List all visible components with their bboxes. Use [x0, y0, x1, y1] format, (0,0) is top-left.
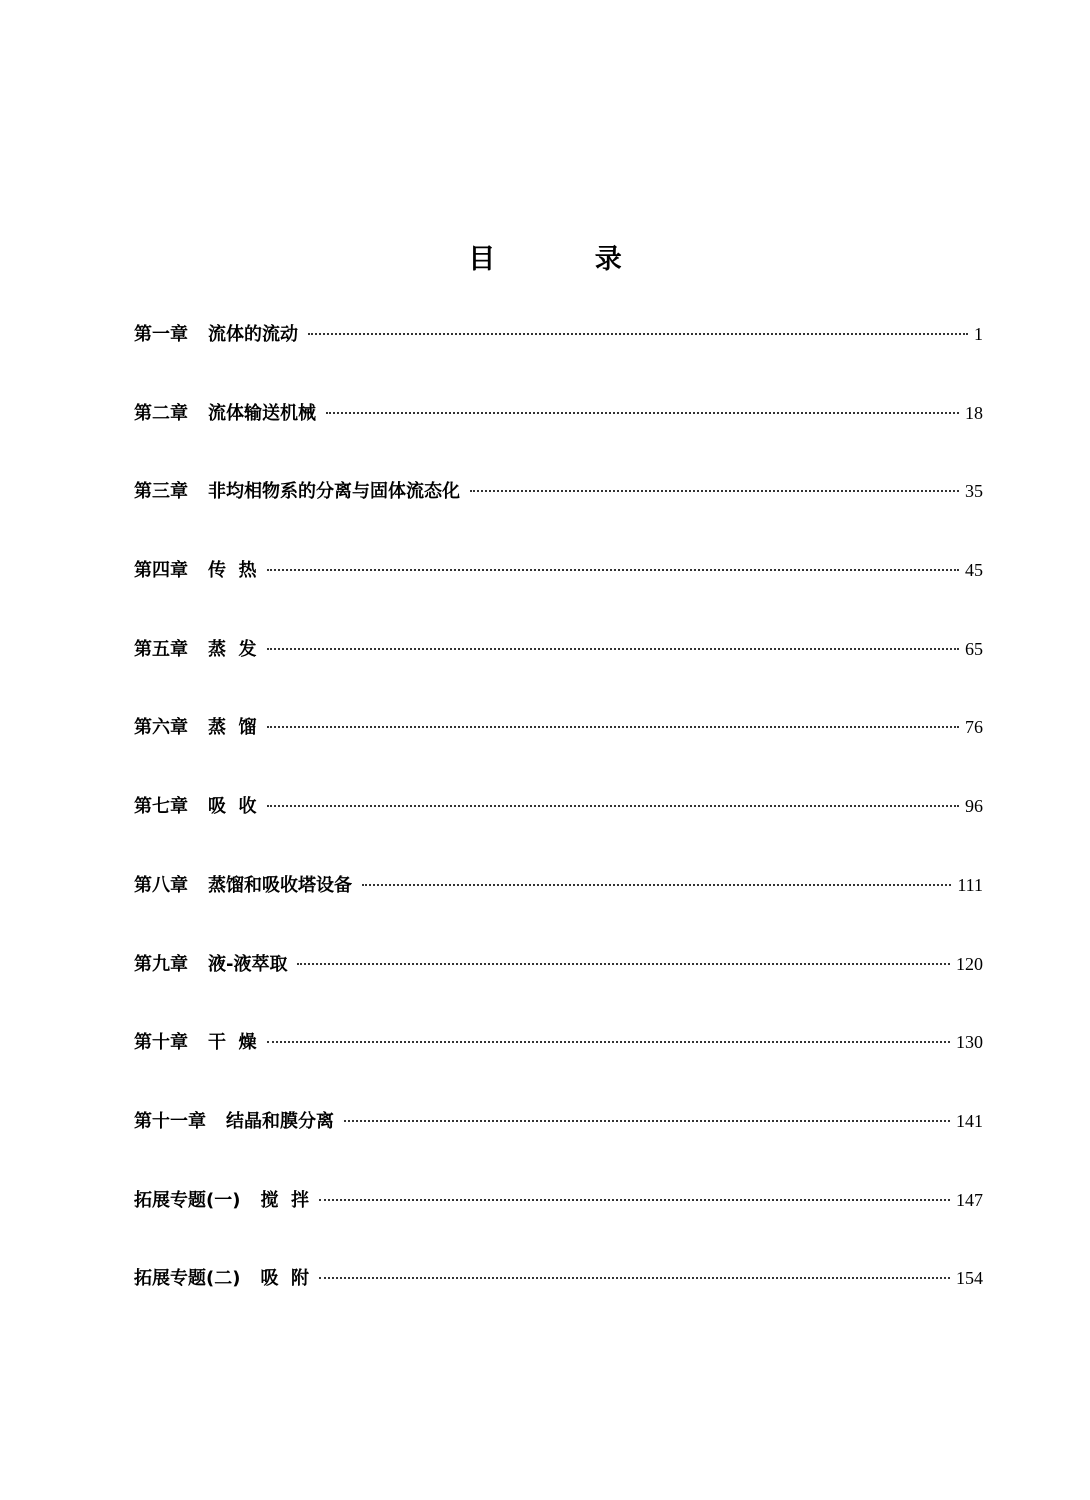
dot-leader: [319, 1199, 950, 1201]
chapter-name: 吸 收: [208, 796, 257, 818]
chapter-name: 吸 附: [260, 1268, 309, 1290]
chapter-label: 第八章: [134, 874, 188, 896]
chapter-label: 拓展专题(二): [134, 1268, 241, 1290]
chapter-name: 结晶和膜分离: [226, 1110, 334, 1132]
dot-leader: [267, 1041, 950, 1043]
toc-entry[interactable]: [134, 314, 983, 393]
toc-entry[interactable]: [134, 1022, 983, 1101]
chapter-name: 干 燥: [208, 1032, 257, 1054]
chapter-label: 拓展专题(一): [134, 1189, 241, 1211]
page-number: 141: [956, 1110, 983, 1131]
chapter-name: 搅 拌: [260, 1189, 309, 1211]
chapter-name: 传 热: [208, 560, 257, 582]
chapter-name: 液-液萃取: [208, 953, 288, 975]
dot-leader: [297, 963, 950, 965]
chapter-name: 流体的流动: [208, 324, 298, 345]
dot-leader: [308, 333, 968, 335]
chapter-label: 第一章: [134, 324, 188, 345]
chapter-label: 第七章: [134, 796, 188, 818]
toc-entry[interactable]: [134, 1180, 983, 1259]
dot-leader: [319, 1277, 950, 1279]
toc-entry[interactable]: [134, 471, 983, 550]
chapter-label: 第五章: [134, 638, 188, 660]
chapter-label: 第二章: [134, 402, 188, 424]
chapter-label: 第十章: [134, 1032, 188, 1054]
toc-entry[interactable]: [134, 944, 983, 1023]
chapter-label: 第九章: [134, 953, 188, 975]
page-number: 120: [956, 953, 983, 974]
chapter-name: 蒸 馏: [208, 717, 257, 739]
page-number: 65: [965, 638, 983, 659]
chapter-name: 流体输送机械: [208, 402, 316, 424]
toc-entry[interactable]: [134, 393, 983, 472]
chapter-label: 第四章: [134, 560, 188, 582]
toc-entry[interactable]: [134, 707, 983, 786]
chapter-name: 蒸 发: [208, 638, 257, 660]
dot-leader: [344, 1120, 950, 1122]
toc-list: [134, 314, 983, 1337]
toc-entry[interactable]: [134, 786, 983, 865]
chapter-label: 第六章: [134, 717, 188, 739]
dot-leader: [326, 412, 959, 414]
page-number: 18: [965, 402, 983, 423]
chapter-label: 第三章: [134, 481, 188, 503]
toc-entry[interactable]: [134, 1101, 983, 1180]
page-number: 111: [957, 874, 983, 895]
chapter-name: 非均相物系的分离与固体流态化: [208, 481, 460, 503]
dot-leader: [267, 726, 959, 728]
dot-leader: [470, 490, 959, 492]
page-number: 147: [956, 1189, 983, 1210]
toc-entry[interactable]: [134, 550, 983, 629]
dot-leader: [362, 884, 951, 886]
page-number: 45: [965, 560, 983, 581]
toc-title: 目 录: [468, 244, 667, 275]
page-number: 35: [965, 481, 983, 502]
dot-leader: [267, 569, 959, 571]
toc-entry[interactable]: [134, 865, 983, 944]
page-number: 1: [974, 324, 983, 344]
toc-entry[interactable]: [134, 629, 983, 708]
page-number: 96: [965, 796, 983, 817]
page-number: 154: [956, 1268, 983, 1289]
chapter-label: 第十一章: [134, 1110, 206, 1132]
dot-leader: [267, 805, 959, 807]
toc-entry[interactable]: [134, 1258, 983, 1337]
dot-leader: [267, 648, 959, 650]
page-number: 76: [965, 717, 983, 738]
chapter-name: 蒸馏和吸收塔设备: [208, 874, 352, 896]
page-number: 130: [956, 1032, 983, 1053]
